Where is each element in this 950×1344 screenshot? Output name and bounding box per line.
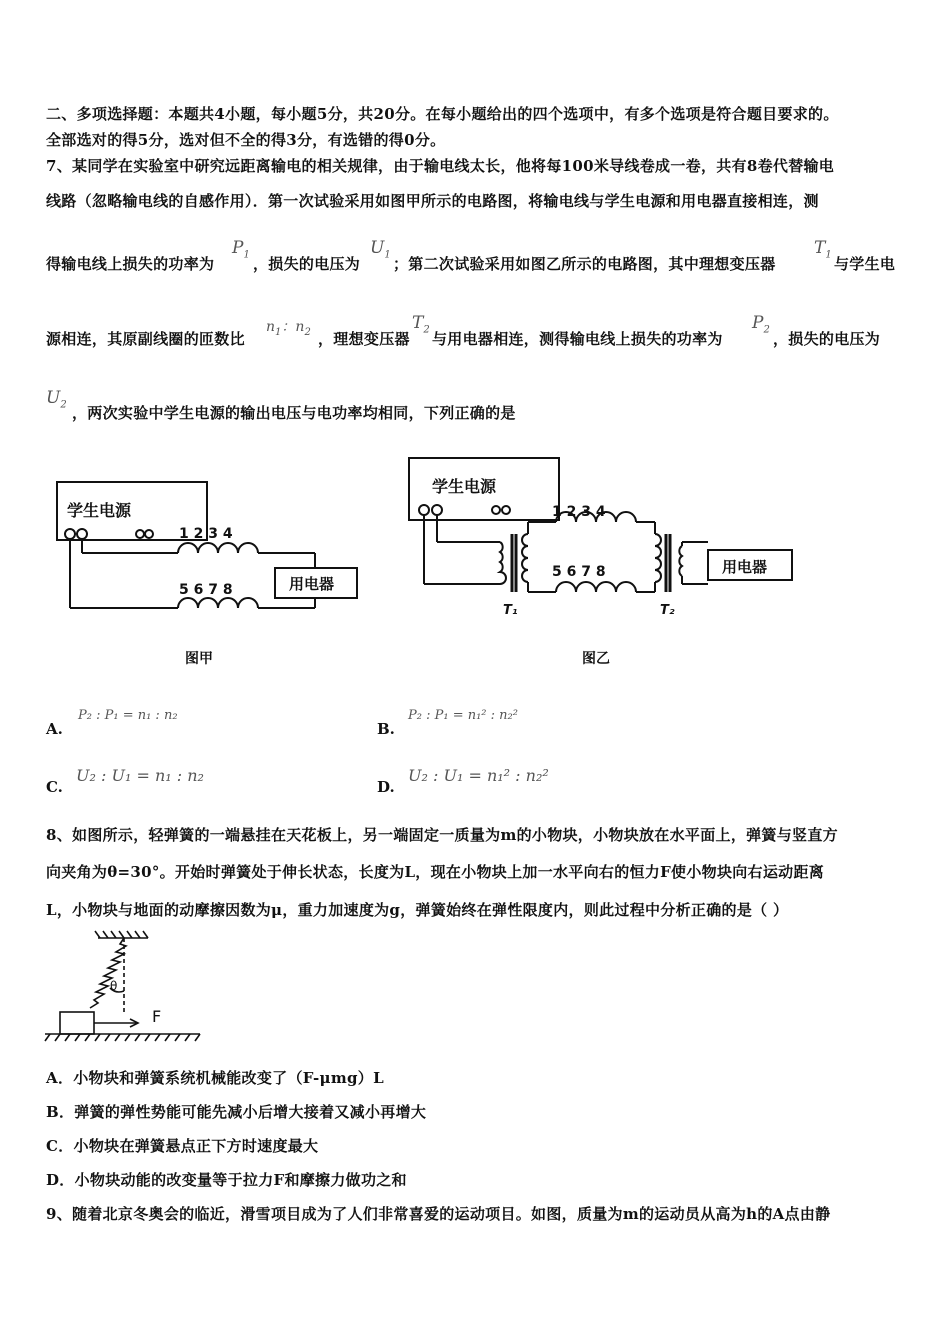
symbol-u2: $U_2$ xyxy=(46,388,67,411)
option-d-label: D. xyxy=(377,778,395,796)
label-t1: T₁ xyxy=(503,603,518,618)
q7-line3a: 得输电线上损失的功率为 xyxy=(46,255,215,273)
symbol-p1: $P_1$ xyxy=(232,238,250,261)
source-label-jia: 学生电源 xyxy=(67,501,132,520)
symbol-t2: $T_2$ xyxy=(412,313,430,336)
coil-top-label-jia: 1 2 3 4 xyxy=(179,526,233,542)
q8-option-d: D．小物块动能的改变量等于拉力F和摩擦力做功之和 xyxy=(46,1171,407,1189)
coil-bottom-label-jia: 5 6 7 8 xyxy=(179,582,233,598)
theta-label: θ xyxy=(110,979,118,993)
option-d-formula: U₂ : U₁ = n₁² : n₂² xyxy=(408,766,549,785)
load-label-jia: 用电器 xyxy=(289,575,335,593)
q7-line3b: ，损失的电压为 xyxy=(253,255,361,273)
q7-line5: ，两次实验中学生电源的输出电压与电功率均相同，下列正确的是 xyxy=(72,404,516,422)
q8-line1: 8、如图所示，轻弹簧的一端悬挂在天花板上，另一端固定一质量为m的小物块，小物块放在水平面上，弹簧与竖直方 xyxy=(46,826,838,844)
q7-line4d: ，损失的电压为 xyxy=(773,330,881,348)
circuit-figure-jia xyxy=(45,470,375,670)
label-t2: T₂ xyxy=(660,603,675,618)
option-c-formula: U₂ : U₁ = n₁ : n₂ xyxy=(76,766,204,785)
caption-jia: 图甲 xyxy=(185,651,213,667)
spring-block-figure xyxy=(40,928,210,1043)
load-label-yi: 用电器 xyxy=(722,558,768,576)
q7-line1: 7、某同学在实验室中研究远距离输电的相关规律，由于输电线太长，他将每100米导线卷成一卷，共有8卷代替输电 xyxy=(46,157,835,175)
symbol-turns-ratio: $n_1$：$n_2$ xyxy=(266,319,311,338)
q7-line2: 线路（忽略输电线的自感作用）．第一次试验采用如图甲所示的电路图，将输电线与学生电源和用电器直接相连，测 xyxy=(46,192,819,210)
section-title-line1: 二、多项选择题：本题共4小题，每小题5分，共20分。在每小题给出的四个选项中，有多个选项是符合题目要求的。 xyxy=(46,105,839,123)
source-label-yi: 学生电源 xyxy=(432,477,497,496)
coil-top-label-yi: 1 2 3 4 xyxy=(552,504,606,520)
symbol-u1: $U_1$ xyxy=(370,238,391,261)
q8-option-b: B．弹簧的弹性势能可能先减小后增大接着又减小再增大 xyxy=(46,1103,427,1121)
symbol-t1: $T_1$ xyxy=(814,238,832,261)
caption-yi: 图乙 xyxy=(582,651,610,667)
option-a-formula: P₂ : P₁ = n₁ : n₂ xyxy=(78,708,178,723)
q7-line4b: ，理想变压器 xyxy=(318,330,410,348)
coil-bottom-label-yi: 5 6 7 8 xyxy=(552,564,606,580)
q7-line3c: ；第二次试验采用如图乙所示的电路图，其中理想变压器 xyxy=(393,255,776,273)
section-title-line2: 全部选对的得5分，选对但不全的得3分，有选错的得0分。 xyxy=(46,131,446,149)
circuit-figure-yi xyxy=(400,450,820,670)
option-c-label: C. xyxy=(46,778,63,796)
q9-line1: 9、随着北京冬奥会的临近，滑雪项目成为了人们非常喜爱的运动项目。如图，质量为m的运动员从高为h的A点由静 xyxy=(46,1205,831,1223)
q8-line2: 向夹角为θ=30°。开始时弹簧处于伸长状态，长度为L，现在小物块上加一水平向右的恒力F使小物块向右运动距离 xyxy=(46,863,825,881)
q8-line3: L，小物块与地面的动摩擦因数为μ，重力加速度为g，弹簧始终在弹性限度内，则此过程中分析正确的是（ ） xyxy=(46,901,789,919)
q7-line4c: 与用电器相连，测得输电线上损失的功率为 xyxy=(432,330,723,348)
option-b-formula: P₂ : P₁ = n₁² : n₂² xyxy=(408,708,518,723)
q7-line3d: 与学生电 xyxy=(834,255,896,273)
q8-option-c: C．小物块在弹簧悬点正下方时速度最大 xyxy=(46,1137,319,1155)
q8-option-a: A．小物块和弹簧系统机械能改变了（F-μmg）L xyxy=(46,1069,384,1087)
option-a-label: A. xyxy=(46,720,63,738)
force-label: F xyxy=(152,1007,162,1026)
option-b-label: B. xyxy=(377,720,395,738)
q7-line4a: 源相连，其原副线圈的匝数比 xyxy=(46,330,245,348)
symbol-p2: $P_2$ xyxy=(752,313,770,336)
